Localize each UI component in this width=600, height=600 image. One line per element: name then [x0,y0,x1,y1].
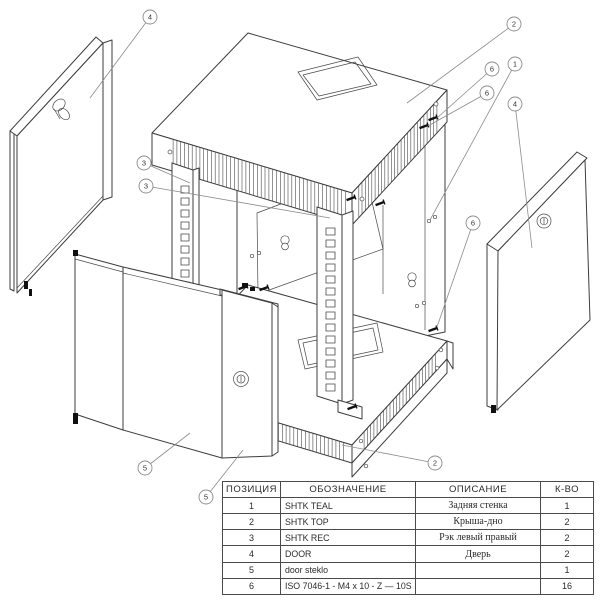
svg-text:4: 4 [147,12,153,22]
door-panel-right [487,152,590,413]
callout-balloon [507,17,521,31]
table-header-3: К-ВО [541,482,594,498]
callout-balloon [139,179,153,193]
table-row: 6 ISO 7046-1 - M4 x 10 - Z — 10S 16 [223,578,594,594]
svg-text:3: 3 [143,181,149,191]
table-header-2: ОПИСАНИЕ [416,482,541,498]
svg-text:1: 1 [512,59,518,69]
callout-balloon [485,62,499,76]
parts-table [222,481,593,595]
svg-text:2: 2 [432,458,438,468]
table-row: 4 DOOR Дверь 2 [223,546,594,562]
svg-text:6: 6 [484,88,490,98]
table-header-0: ПОЗИЦИЯ [223,482,281,498]
rail-square-holes [181,186,189,289]
callout-balloon [137,156,151,170]
callout-balloon [199,490,213,504]
table-row: 3 SHTK REC Рэк левый правый 2 [223,530,594,546]
callout-balloon [480,86,494,100]
svg-text:4: 4 [512,99,518,109]
callout-balloon [508,97,522,111]
callout-balloon [428,456,442,470]
svg-text:6: 6 [470,218,476,228]
callout-balloon [143,10,157,24]
glass-pane [123,267,222,458]
callout-balloon [508,57,522,71]
table-row: 1 SHTK TEAL Задняя стенка 1 [223,498,594,514]
svg-text:6: 6 [489,64,495,74]
table-row: 5 door steklo 1 [223,562,594,578]
svg-text:5: 5 [142,463,148,473]
table-header-1: ОБОЗНАЧЕНИЕ [281,482,416,498]
callout-balloon [466,216,480,230]
table-row: 2 SHTK TOP Крыша-дно 2 [223,514,594,530]
svg-text:2: 2 [511,19,517,29]
callout-balloon [138,461,152,475]
rack-rail-left [172,163,199,299]
door-panel-left [10,37,112,296]
svg-text:3: 3 [141,158,147,168]
svg-text:5: 5 [203,492,209,502]
